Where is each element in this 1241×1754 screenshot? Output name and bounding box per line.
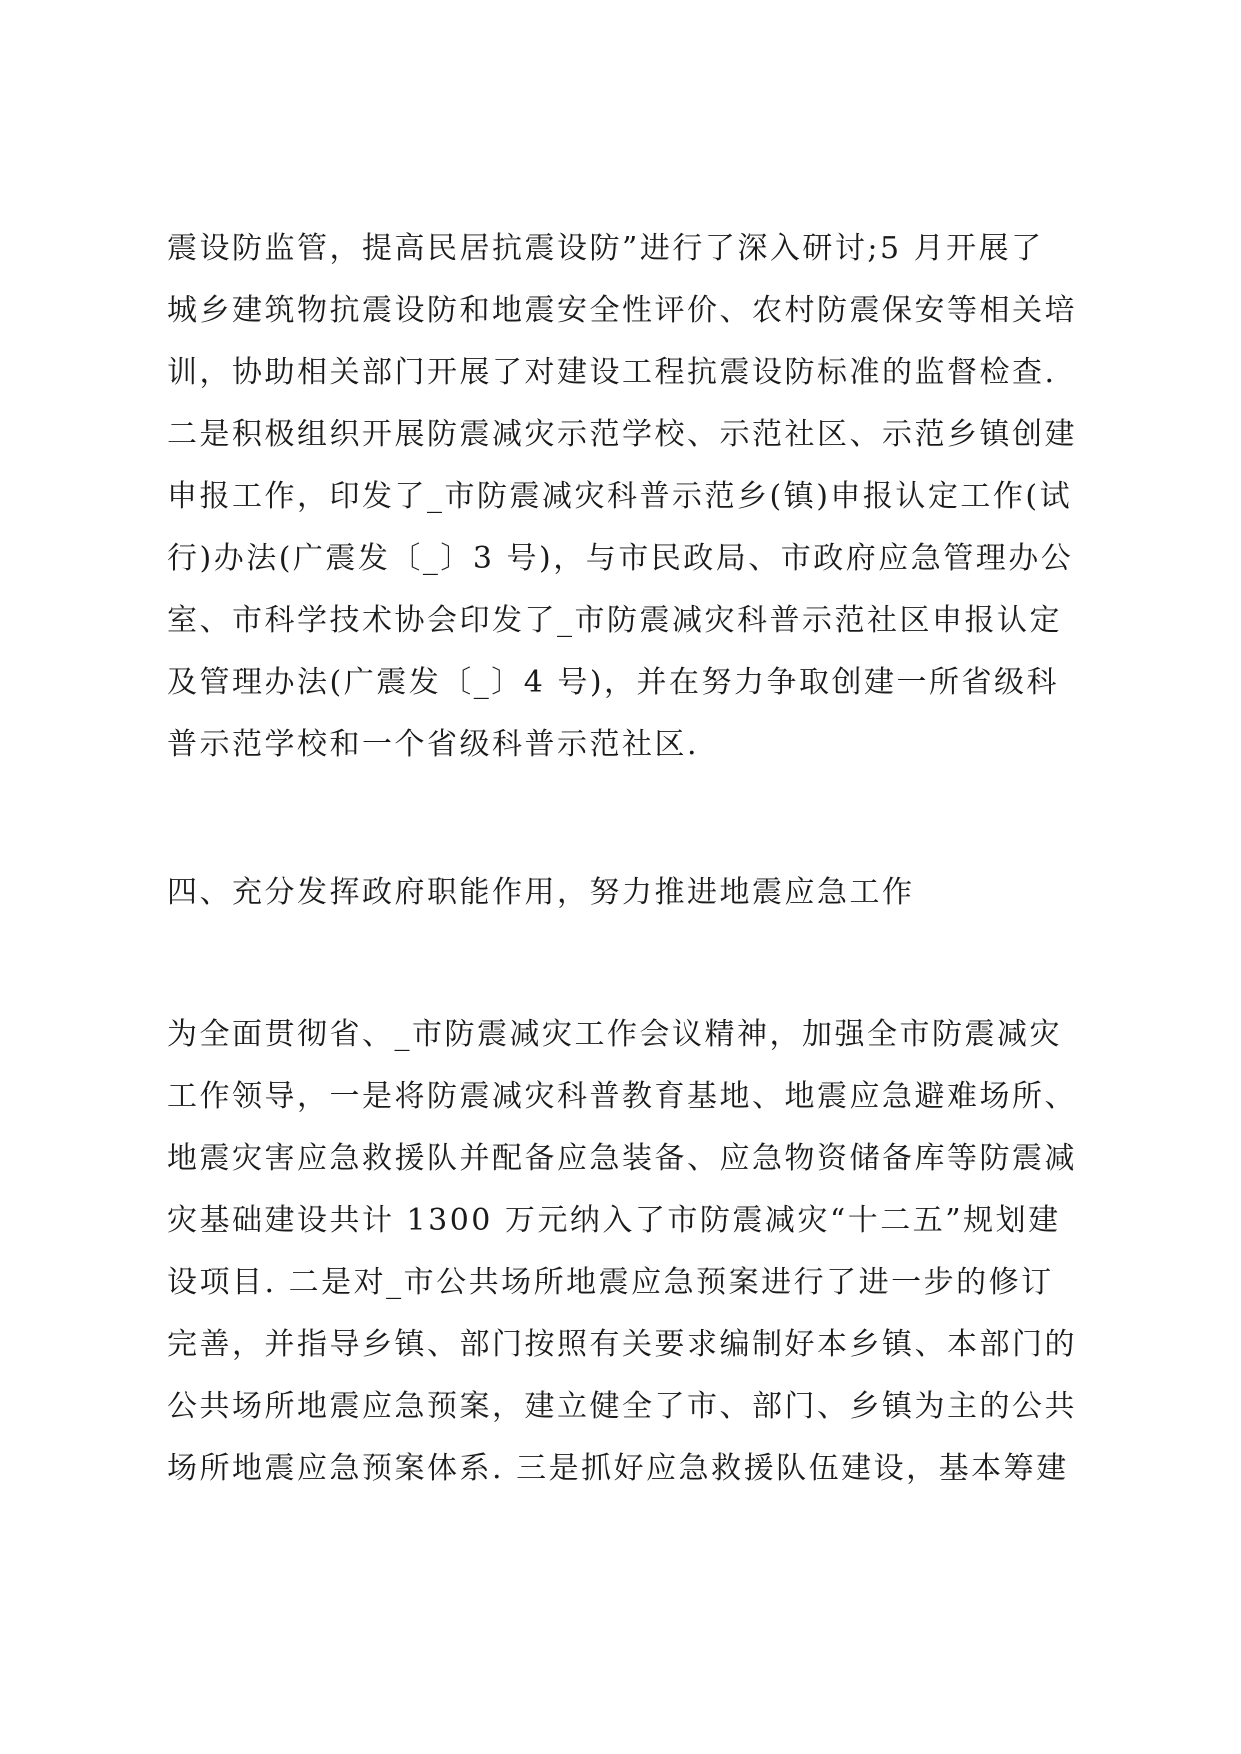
text-line: 普示范学校和一个省级科普示范社区. [167, 727, 700, 762]
section-heading [167, 862, 1097, 924]
text-line: 公共场所地震应急预案，建立健全了市、部门、乡镇为主的公共 [167, 1389, 1077, 1424]
text-line: 城乡建筑物抗震设防和地震安全性评价、农村防震保安等相关培 [167, 293, 1077, 328]
text-line: 行)办法(广震发〔_〕3 号)，与市民政局、市政府应急管理办公 [167, 541, 1074, 576]
text-line: 及管理办法(广震发〔_〕4 号)，并在努力争取创建一所省级科 [167, 665, 1060, 700]
text-line: 申报工作，印发了_市防震减灾科普示范乡(镇)申报认定工作(试 [167, 479, 1073, 514]
paragraph-1 [167, 218, 1097, 776]
text-line: 为全面贯彻省、_市防震减灾工作会议精神，加强全市防震减灾 [167, 1017, 1062, 1052]
text-line: 室、市科学技术协会印发了_市防震减灾科普示范社区申报认定 [167, 603, 1062, 638]
text-line: 工作领导，一是将防震减灾科普教育基地、地震应急避难场所、 [167, 1079, 1077, 1114]
text-line: 震设防监管，提高民居抗震设防”进行了深入研讨;5 月开展了 [167, 231, 1044, 266]
text-line: 灾基础建设共计 1300 万元纳入了市防震减灾“十二五”规划建 [167, 1203, 1061, 1238]
text-line: 地震灾害应急救援队并配备应急装备、应急物资储备库等防震减 [167, 1141, 1077, 1176]
paragraph-2 [167, 1004, 1097, 1500]
text-line: 完善，并指导乡镇、部门按照有关要求编制好本乡镇、本部门的 [167, 1327, 1077, 1362]
text-line: 设项目. 二是对_市公共场所地震应急预案进行了进一步的修订 [167, 1265, 1054, 1300]
text-line: 二是积极组织开展防震减灾示范学校、示范社区、示范乡镇创建 [167, 417, 1077, 452]
section-heading-text: 四、充分发挥政府职能作用，努力推进地震应急工作 [167, 875, 915, 910]
text-line: 场所地震应急预案体系. 三是抓好应急救援队伍建设，基本筹建 [167, 1451, 1069, 1486]
text-line: 训，协助相关部门开展了对建设工程抗震设防标准的监督检查. [167, 355, 1057, 390]
